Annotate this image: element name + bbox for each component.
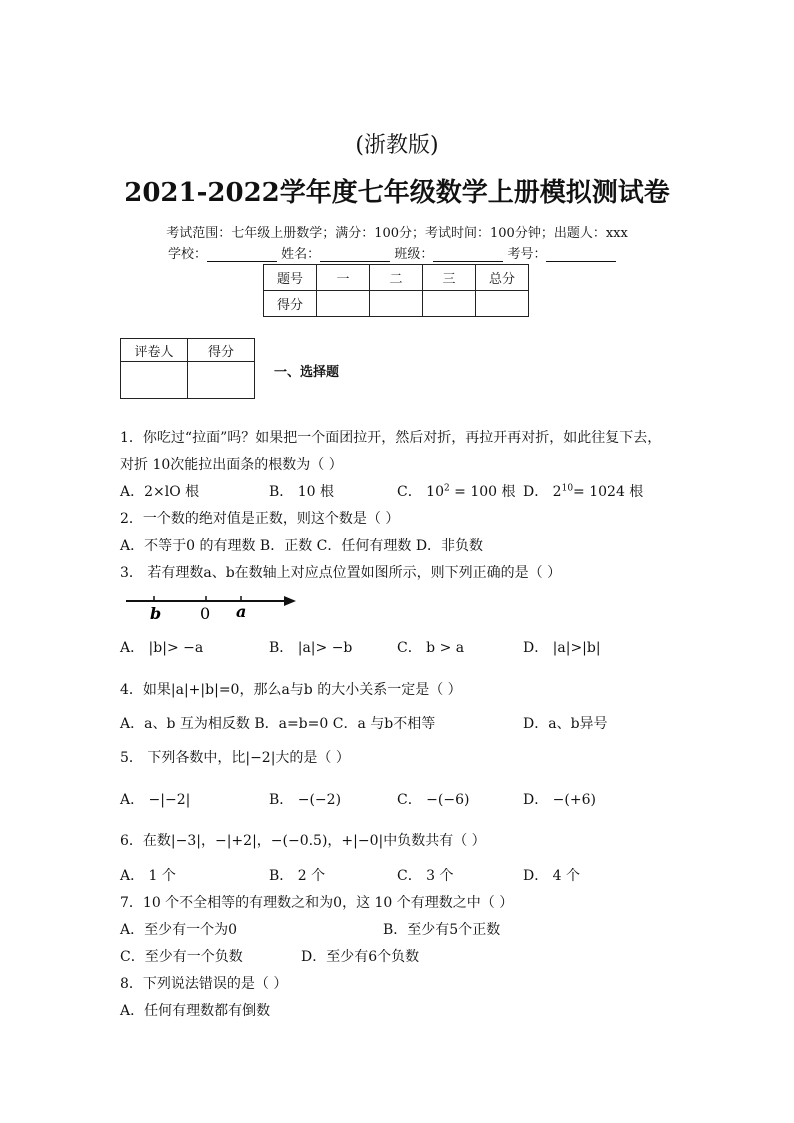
q5-option-b: B． −(−2) xyxy=(269,792,342,808)
q6-option-c: C． 3 个 xyxy=(397,868,454,884)
grader-body-row xyxy=(121,362,255,399)
q5-option-d: D． −(+6) xyxy=(523,792,596,808)
grader-label: 评卷人 xyxy=(121,339,188,362)
q2-options: A．不等于0 的有理数 B．正数 C．任何有理数 D．非负数 xyxy=(120,538,484,554)
grader-score-input-cell[interactable] xyxy=(188,362,255,399)
q5-stem: 5． 下列各数中，比|−2|大的是（ ） xyxy=(120,750,350,766)
q5-option-a: A． −|−2| xyxy=(120,792,191,808)
score-table-header-row xyxy=(264,265,529,291)
q1-option-d-exp: 10 xyxy=(561,483,574,494)
q1-option-b: B． 10 根 xyxy=(269,484,335,500)
number-field[interactable] xyxy=(546,247,616,262)
q6-option-b: B． 2 个 xyxy=(269,868,326,884)
q3-option-a: A． |b|> −a xyxy=(120,640,204,656)
label-zero: 0 xyxy=(200,604,211,622)
q7-stem: 7．10 个不全相等的有理数之和为0，这 10 个有理数之中（ ） xyxy=(120,895,514,911)
score-input-cell[interactable] xyxy=(370,291,423,317)
exam-info: 考试范围：七年级上册数学；满分：100分；考试时间：100分钟；出题人：xxx xyxy=(166,226,628,241)
grader-header-row xyxy=(121,339,255,362)
q1-option-c xyxy=(397,481,516,501)
class-label: 班级： xyxy=(394,247,434,262)
q1-option-d xyxy=(523,481,643,501)
q4-stem: 4．如果|a|+|b|=0，那么a与b 的大小关系一定是（ ） xyxy=(120,682,462,698)
student-info-row xyxy=(168,243,616,262)
score-input-cell[interactable] xyxy=(317,291,370,317)
q8-option-a: A．任何有理数都有倒数 xyxy=(120,1003,271,1019)
number-label: 考号： xyxy=(507,247,547,262)
number-line-arrow xyxy=(284,596,296,606)
q1-option-d-base: D． 2 xyxy=(523,484,562,500)
q6-option-a: A． 1 个 xyxy=(120,868,176,884)
score-table xyxy=(263,264,529,317)
q1-option-c-exp: 2 xyxy=(443,483,450,494)
grader-table xyxy=(120,338,255,399)
q6-stem: 6．在数|−3|，−|+2|，−(−0.5)，+|−0|中负数共有（ ） xyxy=(120,833,486,849)
q4-options-abc: A．a、b 互为相反数 B．a=b=0 C．a 与b不相等 xyxy=(120,716,436,732)
label-b: b xyxy=(150,604,162,622)
score-cell: 得分 xyxy=(264,291,317,317)
q1-option-c-base: C． 10 xyxy=(397,484,444,500)
class-field[interactable] xyxy=(433,247,503,262)
q1-option-d-rest: = 1024 根 xyxy=(573,484,644,500)
q1-stem-line1: 1．你吃过“拉面”吗？如果把一个面团拉开，然后对折，再拉开再对折，如此往复下去， xyxy=(120,430,662,446)
score-table-score-row xyxy=(264,291,529,317)
q1-stem-line2: 对折 10次能拉出面条的根数为（ ） xyxy=(120,457,343,473)
q7-option-d: D．至少有6个负数 xyxy=(301,949,420,965)
score-input-cell[interactable] xyxy=(476,291,529,317)
q3-stem: 3． 若有理数a、b在数轴上对应点位置如图所示，则下列正确的是（ ） xyxy=(120,565,562,581)
q3-option-c: C． b > a xyxy=(397,640,465,656)
score-cell: 二 xyxy=(370,265,423,291)
exam-title: 2021-2022学年度七年级数学上册模拟测试卷 xyxy=(124,178,670,208)
q3-option-d: D． |a|>|b| xyxy=(523,640,601,656)
q1-option-a: A．2×lO 根 xyxy=(120,484,200,500)
exam-subtitle: (浙教版) xyxy=(355,133,439,158)
q7-option-c: C．至少有一个负数 xyxy=(120,949,243,965)
q8-stem: 8．下列说法错误的是（ ） xyxy=(120,976,288,992)
label-a: a xyxy=(236,602,247,621)
section-title: 一、选择题 xyxy=(274,365,340,380)
q7-option-a: A．至少有一个为0 xyxy=(120,922,238,938)
name-label: 姓名： xyxy=(281,247,321,262)
grader-score-label: 得分 xyxy=(188,339,255,362)
q5-option-c: C． −(−6) xyxy=(397,792,470,808)
q2-stem: 2．一个数的绝对值是正数，则这个数是（ ） xyxy=(120,511,400,527)
name-field[interactable] xyxy=(320,247,390,262)
q4-option-d: D．a、b异号 xyxy=(523,716,608,732)
score-cell: 题号 xyxy=(264,265,317,291)
score-cell: 一 xyxy=(317,265,370,291)
score-cell: 总分 xyxy=(476,265,529,291)
q6-option-d: D． 4 个 xyxy=(523,868,581,884)
school-field[interactable] xyxy=(207,247,277,262)
q3-option-b: B． |a|> −b xyxy=(269,640,353,656)
grader-input-cell[interactable] xyxy=(121,362,188,399)
school-label: 学校： xyxy=(168,247,208,262)
q7-option-b: B．至少有5个正数 xyxy=(383,922,501,938)
score-input-cell[interactable] xyxy=(423,291,476,317)
q1-option-c-rest: = 100 根 xyxy=(449,484,516,500)
number-line-figure xyxy=(120,590,305,622)
score-cell: 三 xyxy=(423,265,476,291)
